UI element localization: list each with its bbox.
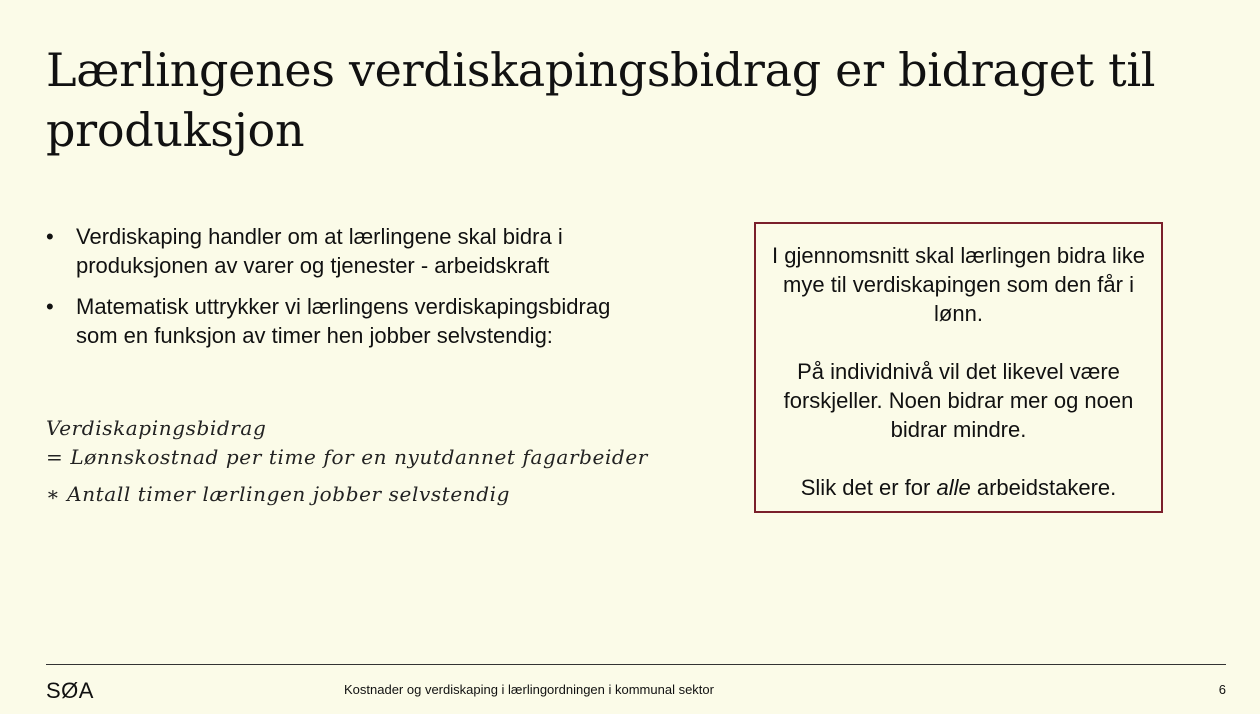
bullet-text: Matematisk uttrykker vi lærlingens verdiskapingsbidrag som en funksjon av timer hen jobber selvstendig:: [76, 294, 611, 348]
callout-box: [754, 222, 1163, 513]
footer-divider: [46, 664, 1226, 665]
bullet-item: [46, 222, 646, 280]
callout-text-before: Slik det er for: [800, 475, 937, 500]
bullet-dot-icon: •: [46, 294, 54, 319]
page-number: 6: [1218, 682, 1226, 697]
footer-text: Kostnader og verdiskaping i lærlingordningen i kommunal sektor: [344, 682, 714, 697]
formula-line-1: Verdiskapingsbidrag: [46, 416, 267, 440]
formula: [46, 414, 648, 509]
callout-paragraph-2: På individnivå vil det likevel være forskjeller. Noen bidrar mer og noen bidrar mindre.: [783, 359, 1134, 442]
bullet-list: [46, 222, 646, 362]
formula-line-3: ∗ Antall timer lærlingen jobber selvstendig: [46, 482, 511, 506]
callout-emphasis: alle: [936, 475, 971, 500]
formula-line-2: = Lønnskostnad per time for en nyutdannet fagarbeider: [46, 445, 648, 469]
bullet-item: [46, 292, 646, 350]
footer-logo: SØA: [46, 678, 94, 703]
callout-text-after: arbeidstakere.: [970, 475, 1117, 500]
slide-title: Lærlingenes verdiskapingsbidrag er bidraget til produksjon: [46, 43, 1156, 157]
bullet-dot-icon: •: [46, 224, 54, 249]
callout-paragraph-3: [764, 473, 1153, 502]
callout-paragraph-1: I gjennomsnitt skal lærlingen bidra like mye til verdiskapingen som den får i lønn.: [772, 243, 1145, 326]
bullet-text: Verdiskaping handler om at lærlingene skal bidra i produksjonen av varer og tjenester - arbeidskraft: [76, 224, 563, 278]
